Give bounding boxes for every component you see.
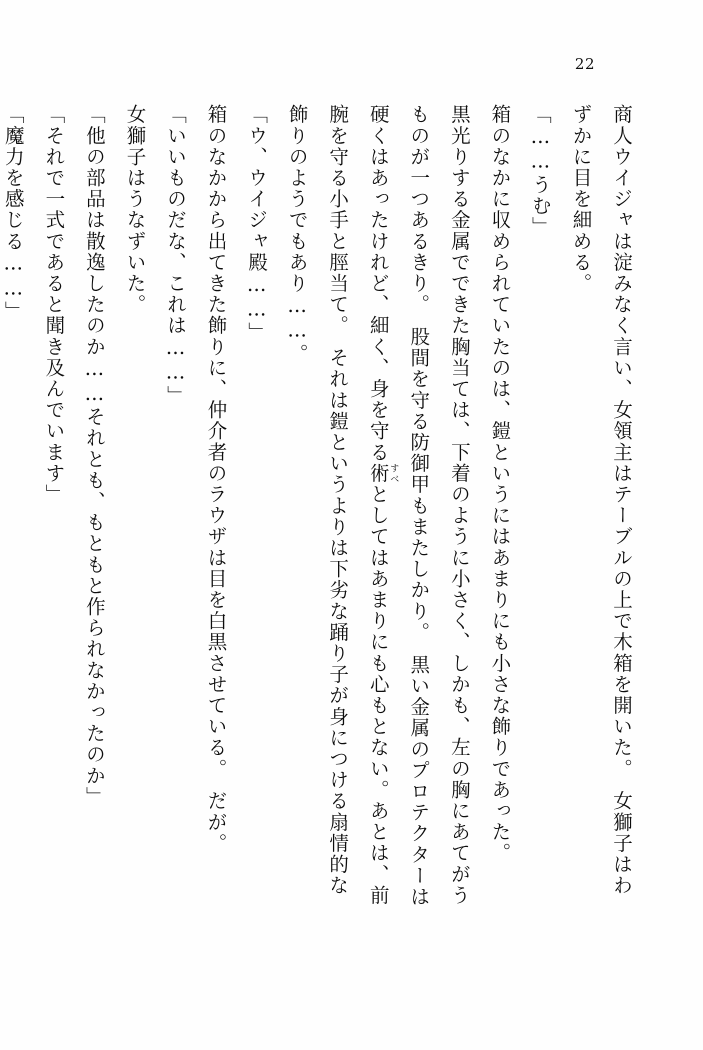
page-number: 22: [574, 55, 595, 73]
paragraph: 「魔力を感じる……」: [1, 104, 25, 322]
paragraph: 箱のなかから出てきた飾りに、仲介者のラウザは目を白黒させている。 だが。: [204, 104, 228, 854]
paragraph: 「いいものだな、これは……」: [163, 104, 187, 407]
paragraph: 黒光りする金属でできた胸当ては、下着のように小さく、しかも、左の胸にあてがうものが一つあるきり。 股間を守る防御甲もまたしかり。 黒い金属のプロテクターは硬くはあったけれど、細く、身を守る術すべとしてはあまりにも心もとない。あとは、前腕を守る小手と脛当て。 それは鎧というよりは下劣な踊り子が身につける扇情的な飾りのようでもあり……。: [285, 104, 471, 908]
paragraph: 「他の部品は散逸したのか……それとも、もともと作られなかったのか」: [82, 104, 106, 808]
paragraph: 商人ウイジャは淀みなく言い、女領主はテーブルの上で木箱を開いた。 女獅子はわずかに目を細める。: [569, 104, 633, 897]
paragraph: 「……うむ」: [528, 104, 552, 238]
paragraph: 箱のなかに収められていたのは、鎧というにはあまりにも小さな飾りであった。: [488, 104, 512, 864]
paragraph: 女獅子はうなずいた。: [123, 104, 147, 315]
paragraph: 「ウ、ウイジャ殿……」: [245, 104, 269, 344]
paragraph: 「それで一式であると聞き及んでいます」: [42, 104, 66, 505]
vertical-text-body: [1, 104, 641, 914]
ruby-annotation: 術すべ: [366, 462, 399, 484]
